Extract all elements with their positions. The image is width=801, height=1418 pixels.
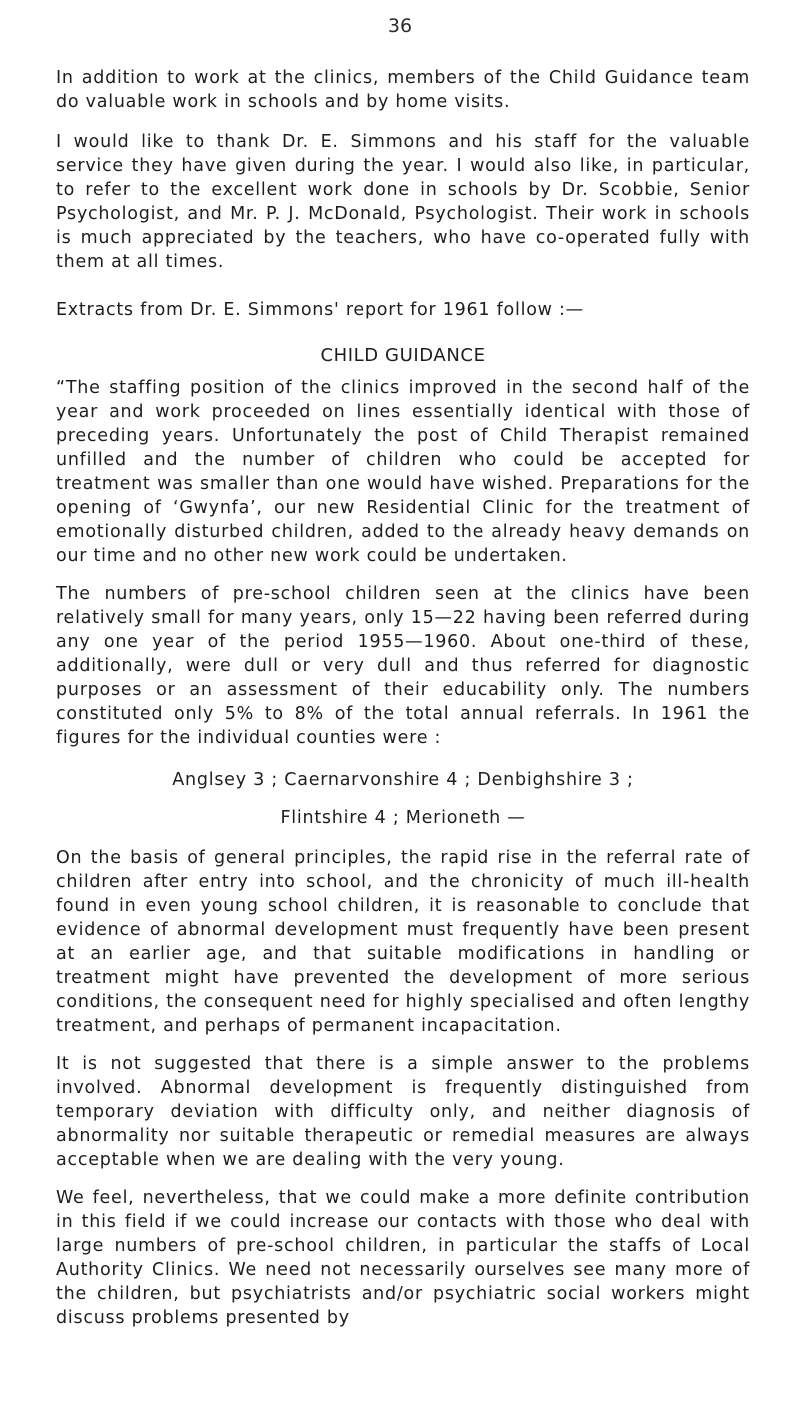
section-heading: CHILD GUIDANCE <box>320 345 486 366</box>
paragraph-numbers: The numbers of pre-school children seen at the clinics have been relatively small for many years, only 15—22 having been referred during any one year of the period 1955—1960. About one-third of these, additionally, were dull or very dull and thus referred for diagnostic purposes or an assessment of their educability only. The numbers constituted only 5% to 8% of the total annual referrals. In 1961 the figures for the individual counties were : <box>56 584 750 748</box>
paragraph-extracts: Extracts from Dr. E. Simmons' report for 1961 follow :— <box>56 300 584 320</box>
county-line: Anglsey 3 ; Caernarvonshire 4 ; Denbighshire 3 ; <box>172 770 634 790</box>
paragraph-intro: In addition to work at the clinics, members of the Child Guidance team do valuable work in schools and by home visits. <box>56 68 750 112</box>
county-line: Flintshire 4 ; Merioneth — <box>280 808 526 828</box>
paragraph-basis: On the basis of general principles, the rapid rise in the referral rate of children after entry into school, and the chronicity of much ill-health found in even young school children, it is reasonable to conclude that evidence of abnormal development must frequently have been present at an earlier age, and that suitable modifications in handling or treatment might have prevented the development of more serious conditions, the consequent need for highly specialised and often lengthy treatment, and perhaps of permanent incapacitation. <box>56 848 750 1036</box>
page-number: 36 <box>387 15 413 37</box>
county-figures <box>56 768 750 830</box>
document-body <box>56 66 750 1330</box>
paragraph-suggest: It is not suggested that there is a simple answer to the problems involved. Abnormal development is frequently distinguished from temporary deviation with difficulty only, and neither diagnosis of abnormality nor suitable therapeutic or remedial measures are always acceptable when we are dealing with the very young. <box>56 1054 750 1170</box>
paragraph-thanks: I would like to thank Dr. E. Simmons and his staff for the valuable service they have given during the year. I would also like, in particular, to refer to the excellent work done in schools by Dr. Scobbie, Senior Psychologist, and Mr. P. J. McDonald, Psychologist. Their work in schools is much appreciated by the teachers, who have co-operated fully with them at all times. <box>56 132 750 272</box>
paragraph-staffing: “The staffing position of the clinics improved in the second half of the year and work proceeded on lines essentially identical with those of preceding years. Unfortunately the post of Child Therapist remained unfilled and the number of children who could be accepted for treatment was smaller than one would have wished. Preparations for the opening of ‘Gwynfa’, our new Residential Clinic for the treatment of emotionally disturbed children, added to the already heavy demands on our time and no other new work could be undertaken. <box>56 378 750 566</box>
paragraph-feel: We feel, nevertheless, that we could make a more definite contribution in this field if we could increase our contacts with those who deal with large numbers of pre-school children, in particular the staffs of Local Authority Clinics. We need not necessarily ourselves see many more of the children, but psychiatrists and/or psychiatric social workers might discuss problems presented by <box>56 1188 750 1328</box>
